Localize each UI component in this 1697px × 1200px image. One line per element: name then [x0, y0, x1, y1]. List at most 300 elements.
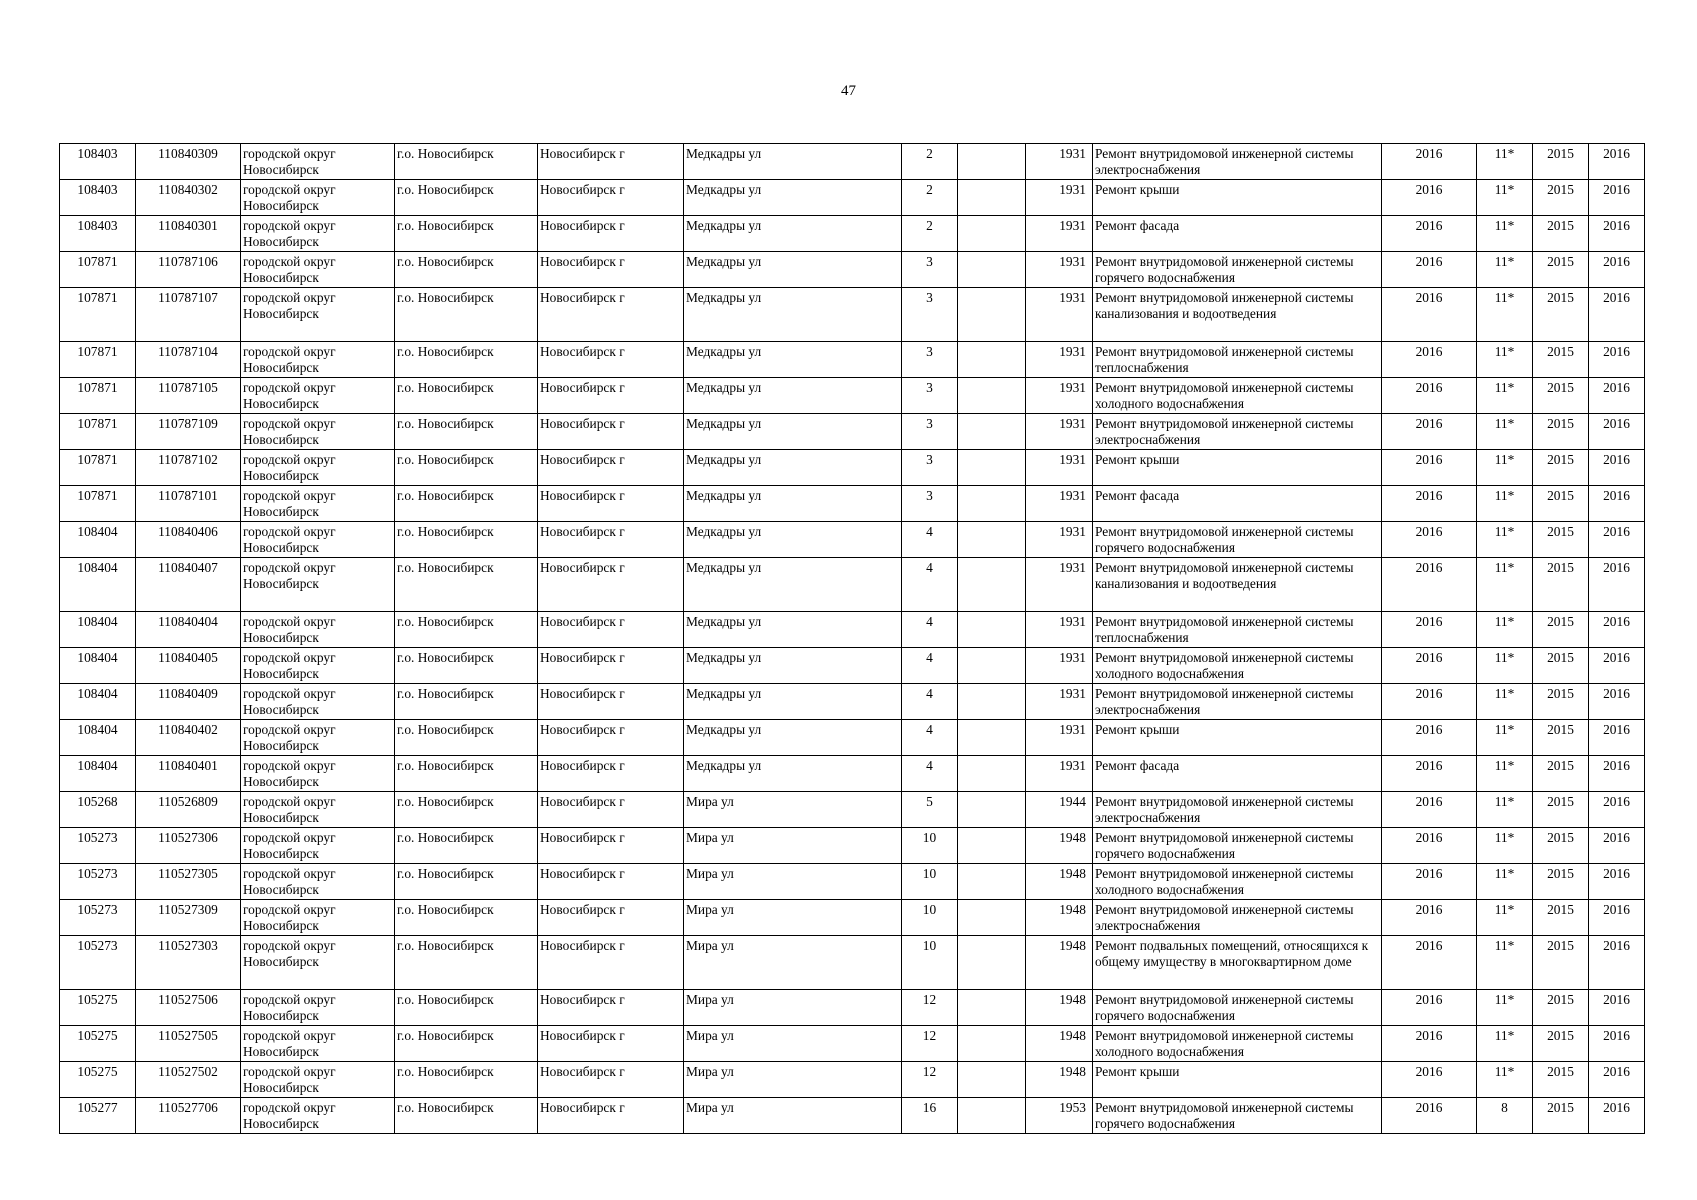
work-id-cell: 110527505	[136, 1026, 241, 1062]
work-id-cell: 110840404	[136, 612, 241, 648]
construction-year-cell: 1931	[1026, 684, 1093, 720]
municipality-cell: городской округ Новосибирск	[241, 414, 395, 450]
building-cell	[958, 648, 1026, 684]
house-number-cell: 2	[902, 180, 958, 216]
street-cell: Мира ул	[684, 1098, 902, 1134]
work-type-cell: Ремонт внутридомовой инженерной системы горячего водоснабжения	[1093, 522, 1382, 558]
city-cell: Новосибирск г	[538, 756, 684, 792]
municipality-cell: городской округ Новосибирск	[241, 612, 395, 648]
period-start-cell: 2015	[1533, 684, 1589, 720]
street-cell: Мира ул	[684, 828, 902, 864]
period-end-cell: 2016	[1589, 1062, 1645, 1098]
house-number-cell: 4	[902, 720, 958, 756]
period-end-cell: 2016	[1589, 342, 1645, 378]
period-end-cell: 2016	[1589, 864, 1645, 900]
construction-year-cell: 1931	[1026, 144, 1093, 180]
construction-year-cell: 1931	[1026, 522, 1093, 558]
term-cell: 11*	[1477, 180, 1533, 216]
house-number-cell: 12	[902, 990, 958, 1026]
term-cell: 11*	[1477, 342, 1533, 378]
house-id-cell: 108403	[60, 180, 136, 216]
planned-year-cell: 2016	[1382, 720, 1477, 756]
period-end-cell: 2016	[1589, 612, 1645, 648]
street-cell: Медкадры ул	[684, 558, 902, 612]
work-type-cell: Ремонт внутридомовой инженерной системы электроснабжения	[1093, 792, 1382, 828]
term-cell: 11*	[1477, 144, 1533, 180]
municipality-cell: городской округ Новосибирск	[241, 990, 395, 1026]
house-number-cell: 4	[902, 684, 958, 720]
house-number-cell: 3	[902, 378, 958, 414]
work-id-cell: 110527706	[136, 1098, 241, 1134]
planned-year-cell: 2016	[1382, 684, 1477, 720]
building-cell	[958, 486, 1026, 522]
work-type-cell: Ремонт крыши	[1093, 450, 1382, 486]
work-id-cell: 110526809	[136, 792, 241, 828]
house-id-cell: 105277	[60, 1098, 136, 1134]
work-id-cell: 110840309	[136, 144, 241, 180]
house-id-cell: 105275	[60, 1062, 136, 1098]
planned-year-cell: 2016	[1382, 288, 1477, 342]
table-row	[60, 792, 1645, 828]
district-cell: г.о. Новосибирск	[395, 558, 538, 612]
house-number-cell: 12	[902, 1062, 958, 1098]
table-row	[60, 828, 1645, 864]
period-end-cell: 2016	[1589, 648, 1645, 684]
work-type-cell: Ремонт внутридомовой инженерной системы теплоснабжения	[1093, 342, 1382, 378]
house-id-cell: 107871	[60, 450, 136, 486]
work-id-cell: 110787109	[136, 414, 241, 450]
period-start-cell: 2015	[1533, 522, 1589, 558]
planned-year-cell: 2016	[1382, 522, 1477, 558]
table-row	[60, 900, 1645, 936]
house-id-cell: 107871	[60, 414, 136, 450]
construction-year-cell: 1931	[1026, 720, 1093, 756]
street-cell: Мира ул	[684, 936, 902, 990]
term-cell: 11*	[1477, 648, 1533, 684]
house-id-cell: 105275	[60, 1026, 136, 1062]
period-end-cell: 2016	[1589, 378, 1645, 414]
period-start-cell: 2015	[1533, 864, 1589, 900]
district-cell: г.о. Новосибирск	[395, 684, 538, 720]
period-start-cell: 2015	[1533, 792, 1589, 828]
municipality-cell: городской округ Новосибирск	[241, 864, 395, 900]
municipality-cell: городской округ Новосибирск	[241, 558, 395, 612]
house-id-cell: 105273	[60, 936, 136, 990]
work-id-cell: 110527305	[136, 864, 241, 900]
work-type-cell: Ремонт внутридомовой инженерной системы канализования и водоотведения	[1093, 558, 1382, 612]
period-start-cell: 2015	[1533, 720, 1589, 756]
planned-year-cell: 2016	[1382, 864, 1477, 900]
term-cell: 11*	[1477, 522, 1533, 558]
period-end-cell: 2016	[1589, 288, 1645, 342]
term-cell: 11*	[1477, 792, 1533, 828]
house-number-cell: 3	[902, 252, 958, 288]
house-id-cell: 108404	[60, 720, 136, 756]
period-start-cell: 2015	[1533, 558, 1589, 612]
street-cell: Мира ул	[684, 1026, 902, 1062]
work-type-cell: Ремонт внутридомовой инженерной системы горячего водоснабжения	[1093, 252, 1382, 288]
period-start-cell: 2015	[1533, 1098, 1589, 1134]
page-number: 47	[841, 83, 856, 99]
construction-year-cell: 1931	[1026, 558, 1093, 612]
construction-year-cell: 1931	[1026, 288, 1093, 342]
house-id-cell: 108404	[60, 756, 136, 792]
municipality-cell: городской округ Новосибирск	[241, 828, 395, 864]
term-cell: 11*	[1477, 450, 1533, 486]
period-end-cell: 2016	[1589, 252, 1645, 288]
table-row	[60, 648, 1645, 684]
work-type-cell: Ремонт фасада	[1093, 486, 1382, 522]
term-cell: 11*	[1477, 486, 1533, 522]
house-id-cell: 105273	[60, 864, 136, 900]
municipality-cell: городской округ Новосибирск	[241, 486, 395, 522]
street-cell: Медкадры ул	[684, 180, 902, 216]
planned-year-cell: 2016	[1382, 828, 1477, 864]
table-row	[60, 450, 1645, 486]
period-start-cell: 2015	[1533, 648, 1589, 684]
city-cell: Новосибирск г	[538, 216, 684, 252]
period-end-cell: 2016	[1589, 486, 1645, 522]
district-cell: г.о. Новосибирск	[395, 414, 538, 450]
municipality-cell: городской округ Новосибирск	[241, 378, 395, 414]
period-start-cell: 2015	[1533, 252, 1589, 288]
planned-year-cell: 2016	[1382, 990, 1477, 1026]
table-row	[60, 612, 1645, 648]
period-start-cell: 2015	[1533, 990, 1589, 1026]
construction-year-cell: 1948	[1026, 1026, 1093, 1062]
term-cell: 11*	[1477, 990, 1533, 1026]
work-type-cell: Ремонт крыши	[1093, 1062, 1382, 1098]
municipality-cell: городской округ Новосибирск	[241, 792, 395, 828]
term-cell: 11*	[1477, 864, 1533, 900]
building-cell	[958, 252, 1026, 288]
construction-year-cell: 1953	[1026, 1098, 1093, 1134]
work-id-cell: 110840407	[136, 558, 241, 612]
street-cell: Медкадры ул	[684, 522, 902, 558]
construction-year-cell: 1931	[1026, 342, 1093, 378]
district-cell: г.о. Новосибирск	[395, 900, 538, 936]
building-cell	[958, 720, 1026, 756]
period-end-cell: 2016	[1589, 936, 1645, 990]
table-body	[60, 144, 1645, 1134]
house-id-cell: 108404	[60, 684, 136, 720]
city-cell: Новосибирск г	[538, 612, 684, 648]
street-cell: Мира ул	[684, 792, 902, 828]
district-cell: г.о. Новосибирск	[395, 342, 538, 378]
construction-year-cell: 1931	[1026, 450, 1093, 486]
city-cell: Новосибирск г	[538, 342, 684, 378]
work-type-cell: Ремонт фасада	[1093, 756, 1382, 792]
house-id-cell: 107871	[60, 252, 136, 288]
city-cell: Новосибирск г	[538, 648, 684, 684]
period-end-cell: 2016	[1589, 558, 1645, 612]
repair-register-table	[59, 143, 1645, 1134]
district-cell: г.о. Новосибирск	[395, 828, 538, 864]
period-start-cell: 2015	[1533, 288, 1589, 342]
construction-year-cell: 1948	[1026, 828, 1093, 864]
table-row	[60, 990, 1645, 1026]
city-cell: Новосибирск г	[538, 450, 684, 486]
work-type-cell: Ремонт внутридомовой инженерной системы горячего водоснабжения	[1093, 990, 1382, 1026]
building-cell	[958, 558, 1026, 612]
period-start-cell: 2015	[1533, 216, 1589, 252]
work-type-cell: Ремонт внутридомовой инженерной системы теплоснабжения	[1093, 612, 1382, 648]
district-cell: г.о. Новосибирск	[395, 252, 538, 288]
house-id-cell: 108403	[60, 144, 136, 180]
city-cell: Новосибирск г	[538, 522, 684, 558]
planned-year-cell: 2016	[1382, 486, 1477, 522]
district-cell: г.о. Новосибирск	[395, 648, 538, 684]
house-id-cell: 108404	[60, 522, 136, 558]
period-start-cell: 2015	[1533, 414, 1589, 450]
municipality-cell: городской округ Новосибирск	[241, 252, 395, 288]
building-cell	[958, 342, 1026, 378]
period-start-cell: 2015	[1533, 180, 1589, 216]
house-number-cell: 4	[902, 756, 958, 792]
work-type-cell: Ремонт внутридомовой инженерной системы электроснабжения	[1093, 144, 1382, 180]
term-cell: 8	[1477, 1098, 1533, 1134]
district-cell: г.о. Новосибирск	[395, 522, 538, 558]
district-cell: г.о. Новосибирск	[395, 612, 538, 648]
street-cell: Медкадры ул	[684, 252, 902, 288]
work-type-cell: Ремонт внутридомовой инженерной системы электроснабжения	[1093, 414, 1382, 450]
period-end-cell: 2016	[1589, 450, 1645, 486]
house-id-cell: 108404	[60, 612, 136, 648]
term-cell: 11*	[1477, 756, 1533, 792]
table-row	[60, 1026, 1645, 1062]
house-id-cell: 108403	[60, 216, 136, 252]
period-start-cell: 2015	[1533, 900, 1589, 936]
house-number-cell: 10	[902, 864, 958, 900]
planned-year-cell: 2016	[1382, 252, 1477, 288]
planned-year-cell: 2016	[1382, 342, 1477, 378]
term-cell: 11*	[1477, 216, 1533, 252]
term-cell: 11*	[1477, 828, 1533, 864]
house-id-cell: 108404	[60, 558, 136, 612]
building-cell	[958, 522, 1026, 558]
period-end-cell: 2016	[1589, 720, 1645, 756]
street-cell: Медкадры ул	[684, 756, 902, 792]
house-number-cell: 3	[902, 342, 958, 378]
house-number-cell: 12	[902, 1026, 958, 1062]
city-cell: Новосибирск г	[538, 684, 684, 720]
city-cell: Новосибирск г	[538, 864, 684, 900]
city-cell: Новосибирск г	[538, 414, 684, 450]
house-number-cell: 3	[902, 450, 958, 486]
house-number-cell: 3	[902, 288, 958, 342]
construction-year-cell: 1948	[1026, 936, 1093, 990]
building-cell	[958, 180, 1026, 216]
street-cell: Медкадры ул	[684, 144, 902, 180]
municipality-cell: городской округ Новосибирск	[241, 720, 395, 756]
district-cell: г.о. Новосибирск	[395, 792, 538, 828]
table-row	[60, 216, 1645, 252]
district-cell: г.о. Новосибирск	[395, 936, 538, 990]
city-cell: Новосибирск г	[538, 252, 684, 288]
house-id-cell: 107871	[60, 288, 136, 342]
work-id-cell: 110840301	[136, 216, 241, 252]
construction-year-cell: 1931	[1026, 756, 1093, 792]
table-row	[60, 144, 1645, 180]
work-id-cell: 110787105	[136, 378, 241, 414]
work-id-cell: 110787104	[136, 342, 241, 378]
period-end-cell: 2016	[1589, 684, 1645, 720]
table-row	[60, 252, 1645, 288]
house-id-cell: 105268	[60, 792, 136, 828]
table-row	[60, 378, 1645, 414]
house-number-cell: 3	[902, 414, 958, 450]
work-type-cell: Ремонт внутридомовой инженерной системы холодного водоснабжения	[1093, 378, 1382, 414]
work-id-cell: 110787101	[136, 486, 241, 522]
district-cell: г.о. Новосибирск	[395, 720, 538, 756]
table-row	[60, 288, 1645, 342]
street-cell: Медкадры ул	[684, 486, 902, 522]
planned-year-cell: 2016	[1382, 648, 1477, 684]
planned-year-cell: 2016	[1382, 180, 1477, 216]
street-cell: Медкадры ул	[684, 450, 902, 486]
term-cell: 11*	[1477, 1062, 1533, 1098]
city-cell: Новосибирск г	[538, 936, 684, 990]
period-start-cell: 2015	[1533, 612, 1589, 648]
work-id-cell: 110840409	[136, 684, 241, 720]
city-cell: Новосибирск г	[538, 1098, 684, 1134]
work-type-cell: Ремонт фасада	[1093, 216, 1382, 252]
construction-year-cell: 1931	[1026, 414, 1093, 450]
house-number-cell: 4	[902, 558, 958, 612]
table-row	[60, 684, 1645, 720]
work-id-cell: 110527506	[136, 990, 241, 1026]
municipality-cell: городской округ Новосибирск	[241, 144, 395, 180]
house-number-cell: 3	[902, 486, 958, 522]
construction-year-cell: 1931	[1026, 180, 1093, 216]
municipality-cell: городской округ Новосибирск	[241, 342, 395, 378]
construction-year-cell: 1931	[1026, 252, 1093, 288]
city-cell: Новосибирск г	[538, 558, 684, 612]
term-cell: 11*	[1477, 612, 1533, 648]
municipality-cell: городской округ Новосибирск	[241, 756, 395, 792]
building-cell	[958, 378, 1026, 414]
period-end-cell: 2016	[1589, 990, 1645, 1026]
period-start-cell: 2015	[1533, 1026, 1589, 1062]
municipality-cell: городской округ Новосибирск	[241, 216, 395, 252]
construction-year-cell: 1931	[1026, 378, 1093, 414]
house-number-cell: 4	[902, 648, 958, 684]
city-cell: Новосибирск г	[538, 720, 684, 756]
table-row	[60, 756, 1645, 792]
planned-year-cell: 2016	[1382, 1098, 1477, 1134]
planned-year-cell: 2016	[1382, 756, 1477, 792]
work-type-cell: Ремонт внутридомовой инженерной системы холодного водоснабжения	[1093, 864, 1382, 900]
district-cell: г.о. Новосибирск	[395, 864, 538, 900]
city-cell: Новосибирск г	[538, 288, 684, 342]
term-cell: 11*	[1477, 558, 1533, 612]
house-id-cell: 108404	[60, 648, 136, 684]
building-cell	[958, 756, 1026, 792]
building-cell	[958, 1026, 1026, 1062]
district-cell: г.о. Новосибирск	[395, 288, 538, 342]
building-cell	[958, 288, 1026, 342]
table-row	[60, 342, 1645, 378]
planned-year-cell: 2016	[1382, 936, 1477, 990]
work-id-cell: 110527309	[136, 900, 241, 936]
building-cell	[958, 414, 1026, 450]
work-id-cell: 110527306	[136, 828, 241, 864]
construction-year-cell: 1931	[1026, 216, 1093, 252]
district-cell: г.о. Новосибирск	[395, 450, 538, 486]
building-cell	[958, 828, 1026, 864]
municipality-cell: городской округ Новосибирск	[241, 936, 395, 990]
period-start-cell: 2015	[1533, 450, 1589, 486]
work-id-cell: 110840406	[136, 522, 241, 558]
house-number-cell: 2	[902, 216, 958, 252]
work-id-cell: 110527502	[136, 1062, 241, 1098]
table-row	[60, 180, 1645, 216]
period-end-cell: 2016	[1589, 522, 1645, 558]
construction-year-cell: 1944	[1026, 792, 1093, 828]
street-cell: Мира ул	[684, 900, 902, 936]
planned-year-cell: 2016	[1382, 378, 1477, 414]
house-number-cell: 10	[902, 828, 958, 864]
construction-year-cell: 1948	[1026, 1062, 1093, 1098]
municipality-cell: городской округ Новосибирск	[241, 684, 395, 720]
house-id-cell: 107871	[60, 486, 136, 522]
street-cell: Медкадры ул	[684, 612, 902, 648]
house-number-cell: 2	[902, 144, 958, 180]
street-cell: Медкадры ул	[684, 414, 902, 450]
city-cell: Новосибирск г	[538, 180, 684, 216]
house-id-cell: 107871	[60, 378, 136, 414]
building-cell	[958, 1098, 1026, 1134]
city-cell: Новосибирск г	[538, 1062, 684, 1098]
building-cell	[958, 864, 1026, 900]
municipality-cell: городской округ Новосибирск	[241, 1098, 395, 1134]
house-number-cell: 4	[902, 522, 958, 558]
district-cell: г.о. Новосибирск	[395, 1062, 538, 1098]
work-id-cell: 110840302	[136, 180, 241, 216]
construction-year-cell: 1948	[1026, 900, 1093, 936]
term-cell: 11*	[1477, 720, 1533, 756]
city-cell: Новосибирск г	[538, 828, 684, 864]
period-start-cell: 2015	[1533, 756, 1589, 792]
municipality-cell: городской округ Новосибирск	[241, 522, 395, 558]
period-start-cell: 2015	[1533, 936, 1589, 990]
work-type-cell: Ремонт внутридомовой инженерной системы горячего водоснабжения	[1093, 828, 1382, 864]
house-id-cell: 105273	[60, 828, 136, 864]
house-number-cell: 4	[902, 612, 958, 648]
planned-year-cell: 2016	[1382, 216, 1477, 252]
house-id-cell: 105273	[60, 900, 136, 936]
work-type-cell: Ремонт крыши	[1093, 720, 1382, 756]
city-cell: Новосибирск г	[538, 900, 684, 936]
district-cell: г.о. Новосибирск	[395, 990, 538, 1026]
term-cell: 11*	[1477, 684, 1533, 720]
municipality-cell: городской округ Новосибирск	[241, 1062, 395, 1098]
municipality-cell: городской округ Новосибирск	[241, 450, 395, 486]
period-end-cell: 2016	[1589, 792, 1645, 828]
building-cell	[958, 216, 1026, 252]
planned-year-cell: 2016	[1382, 792, 1477, 828]
work-type-cell: Ремонт подвальных помещений, относящихся к общему имуществу в многоквартирном доме	[1093, 936, 1382, 990]
district-cell: г.о. Новосибирск	[395, 486, 538, 522]
period-end-cell: 2016	[1589, 1026, 1645, 1062]
term-cell: 11*	[1477, 378, 1533, 414]
construction-year-cell: 1931	[1026, 486, 1093, 522]
table-row	[60, 936, 1645, 990]
street-cell: Медкадры ул	[684, 684, 902, 720]
house-number-cell: 5	[902, 792, 958, 828]
table-row	[60, 1062, 1645, 1098]
street-cell: Медкадры ул	[684, 720, 902, 756]
